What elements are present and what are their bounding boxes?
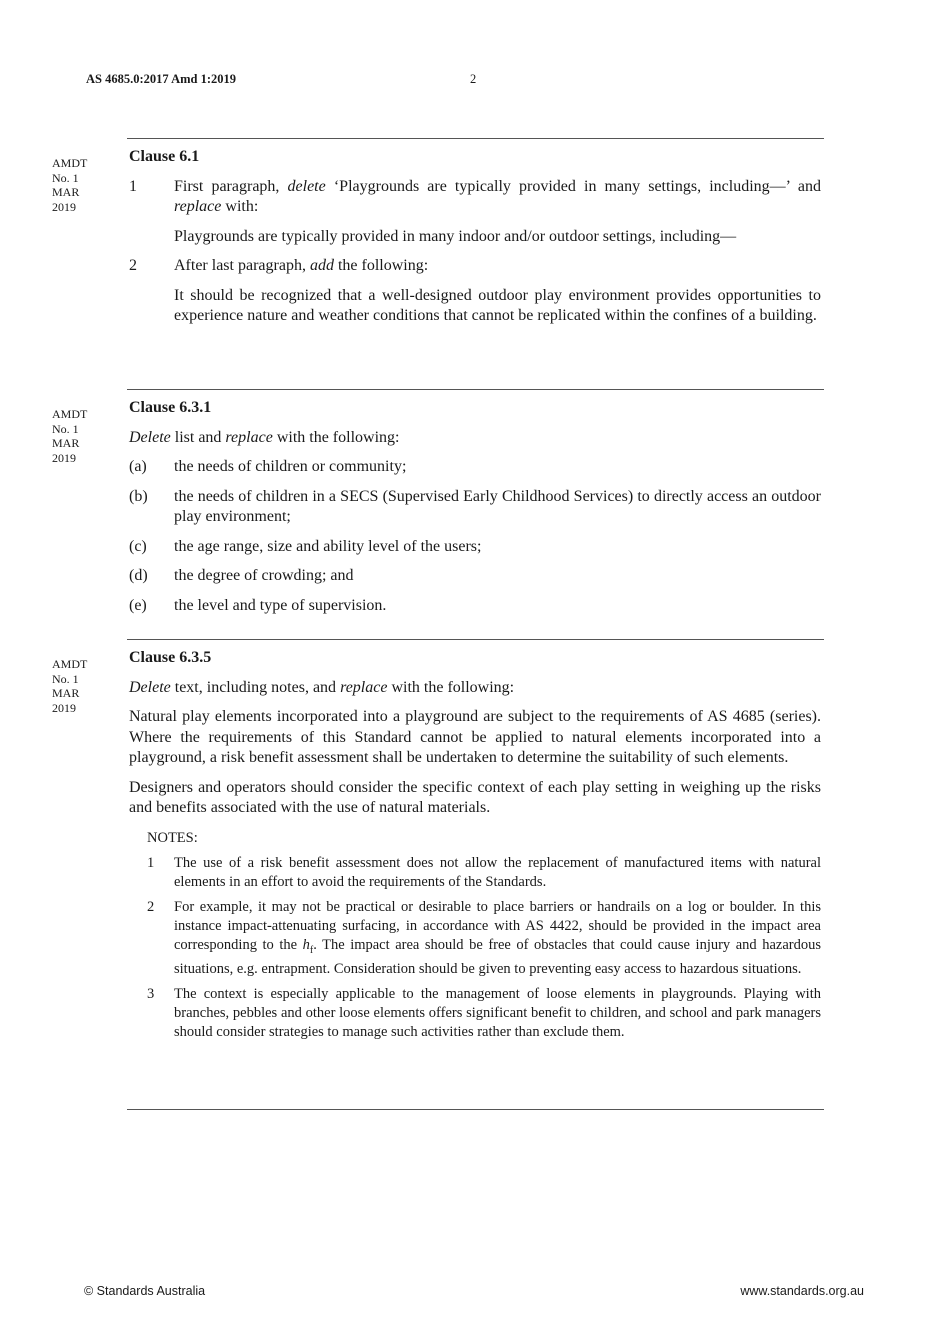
- note-item: [147, 985, 821, 1042]
- note-text: The context is especially applicable to the management of loose elements in playgrounds. Playing with branches, pebbles and other loose elements offers significant benefit to children, and school and park managers should consider strategies to manage such activities rather than exclude them.: [174, 985, 821, 1040]
- amendment-margin-label: [52, 407, 112, 465]
- amdt-line: No. 1: [52, 671, 79, 686]
- list-item: [129, 487, 821, 528]
- amdt-line: No. 1: [52, 170, 79, 185]
- note-item: [147, 854, 821, 892]
- added-text: It should be recognized that a well-designed outdoor play environment provides opportunities to experience nature and weather conditions that cannot be replicated within the confines of a building.: [174, 286, 821, 324]
- list-label: (b): [129, 487, 148, 505]
- list-label: (e): [129, 596, 147, 614]
- list-text: the needs of children or community;: [174, 458, 407, 475]
- note-number: 2: [147, 899, 155, 915]
- clause-6-1-section: [129, 147, 821, 336]
- amdt-line: MAR: [52, 185, 80, 199]
- website-link[interactable]: www.standards.org.au: [740, 1284, 864, 1298]
- instruction-text: Delete list and replace with the following:: [129, 428, 400, 446]
- note-item: [147, 898, 821, 979]
- amdt-line: 2019: [52, 450, 76, 465]
- body-paragraph: Natural play elements incorporated into a playground are subject to the requirements of AS 4685 (series). Where the requirements of this Standard cannot be applied to natural elements incorporated into a playground, a risk benefit assessment shall be undertaken to determine the suitability of such elements.: [129, 708, 821, 766]
- amdt-line: AMDT: [52, 407, 88, 421]
- list-item: [129, 596, 821, 617]
- note-text: The use of a risk benefit assessment does not allow the replacement of manufactured items with natural elements in an effort to avoid the requirements of the Standards.: [174, 855, 821, 890]
- list-item: [129, 537, 821, 558]
- amendment-margin-label: [52, 657, 112, 715]
- amdt-line: MAR: [52, 436, 80, 450]
- clause-6-3-1-section: [129, 398, 821, 625]
- clause-6-3-5-section: [129, 648, 821, 1048]
- item-number: 2: [129, 257, 137, 274]
- note-text: For example, it may not be practical or desirable to place barriers or handrails on a log or boulder. In this instance impact-attenuating surfacing, in accordance with AS 4422, should be provided in the impact area corresponding to the $h_f$. The impact area should be free of obstacles that could cause injury and hazardous situations, e.g. entrapment. Consideration should be given to preventing easy access to hazardous situations.: [174, 899, 821, 977]
- instruction-item: [129, 256, 821, 277]
- amdt-line: 2019: [52, 700, 76, 715]
- divider-rule: [127, 1109, 824, 1110]
- amdt-line: MAR: [52, 686, 80, 700]
- list-label: (c): [129, 537, 147, 555]
- list-label: (a): [129, 458, 147, 475]
- amdt-line: 2019: [52, 199, 76, 214]
- clause-title: Clause 6.3.1: [129, 399, 212, 416]
- amendment-margin-label: [52, 156, 112, 214]
- amdt-line: AMDT: [52, 657, 88, 671]
- divider-rule: [127, 639, 824, 640]
- item-text: After last paragraph, add the following:: [174, 257, 429, 274]
- copyright-footer: © Standards Australia: [84, 1284, 206, 1298]
- list-item: [129, 457, 821, 478]
- list-text: the age range, size and ability level of the users;: [174, 537, 482, 555]
- clause-title: Clause 6.3.5: [129, 649, 212, 666]
- divider-rule: [127, 138, 824, 139]
- note-number: 1: [147, 855, 155, 871]
- item-text: First paragraph, delete ‘Playgrounds are typically provided in many settings, including—’ and replace with:: [174, 177, 821, 215]
- page-number: 2: [470, 72, 477, 86]
- body-paragraph: Designers and operators should consider the specific context of each play setting in weighing up the risks and benefits associated with the use of natural materials.: [129, 778, 821, 816]
- notes-heading: NOTES:: [147, 829, 198, 846]
- note-number: 3: [147, 985, 155, 1002]
- replacement-text: Playgrounds are typically provided in many indoor and/or outdoor settings, including—: [174, 227, 737, 245]
- document-code: AS 4685.0:2017 Amd 1:2019: [86, 72, 237, 86]
- list-text: the degree of crowding; and: [174, 567, 354, 584]
- list-text: the level and type of supervision.: [174, 596, 387, 614]
- list-item: [129, 566, 821, 587]
- divider-rule: [127, 389, 824, 390]
- item-number: 1: [129, 177, 137, 195]
- instruction-item: [129, 177, 821, 218]
- instruction-text: Delete text, including notes, and replace with the following:: [129, 678, 515, 696]
- amdt-line: AMDT: [52, 156, 88, 170]
- clause-title: Clause 6.1: [129, 148, 200, 165]
- amdt-line: No. 1: [52, 421, 79, 436]
- list-label: (d): [129, 567, 148, 584]
- list-text: the needs of children in a SECS (Supervised Early Childhood Services) to directly access an outdoor play environment;: [174, 487, 821, 525]
